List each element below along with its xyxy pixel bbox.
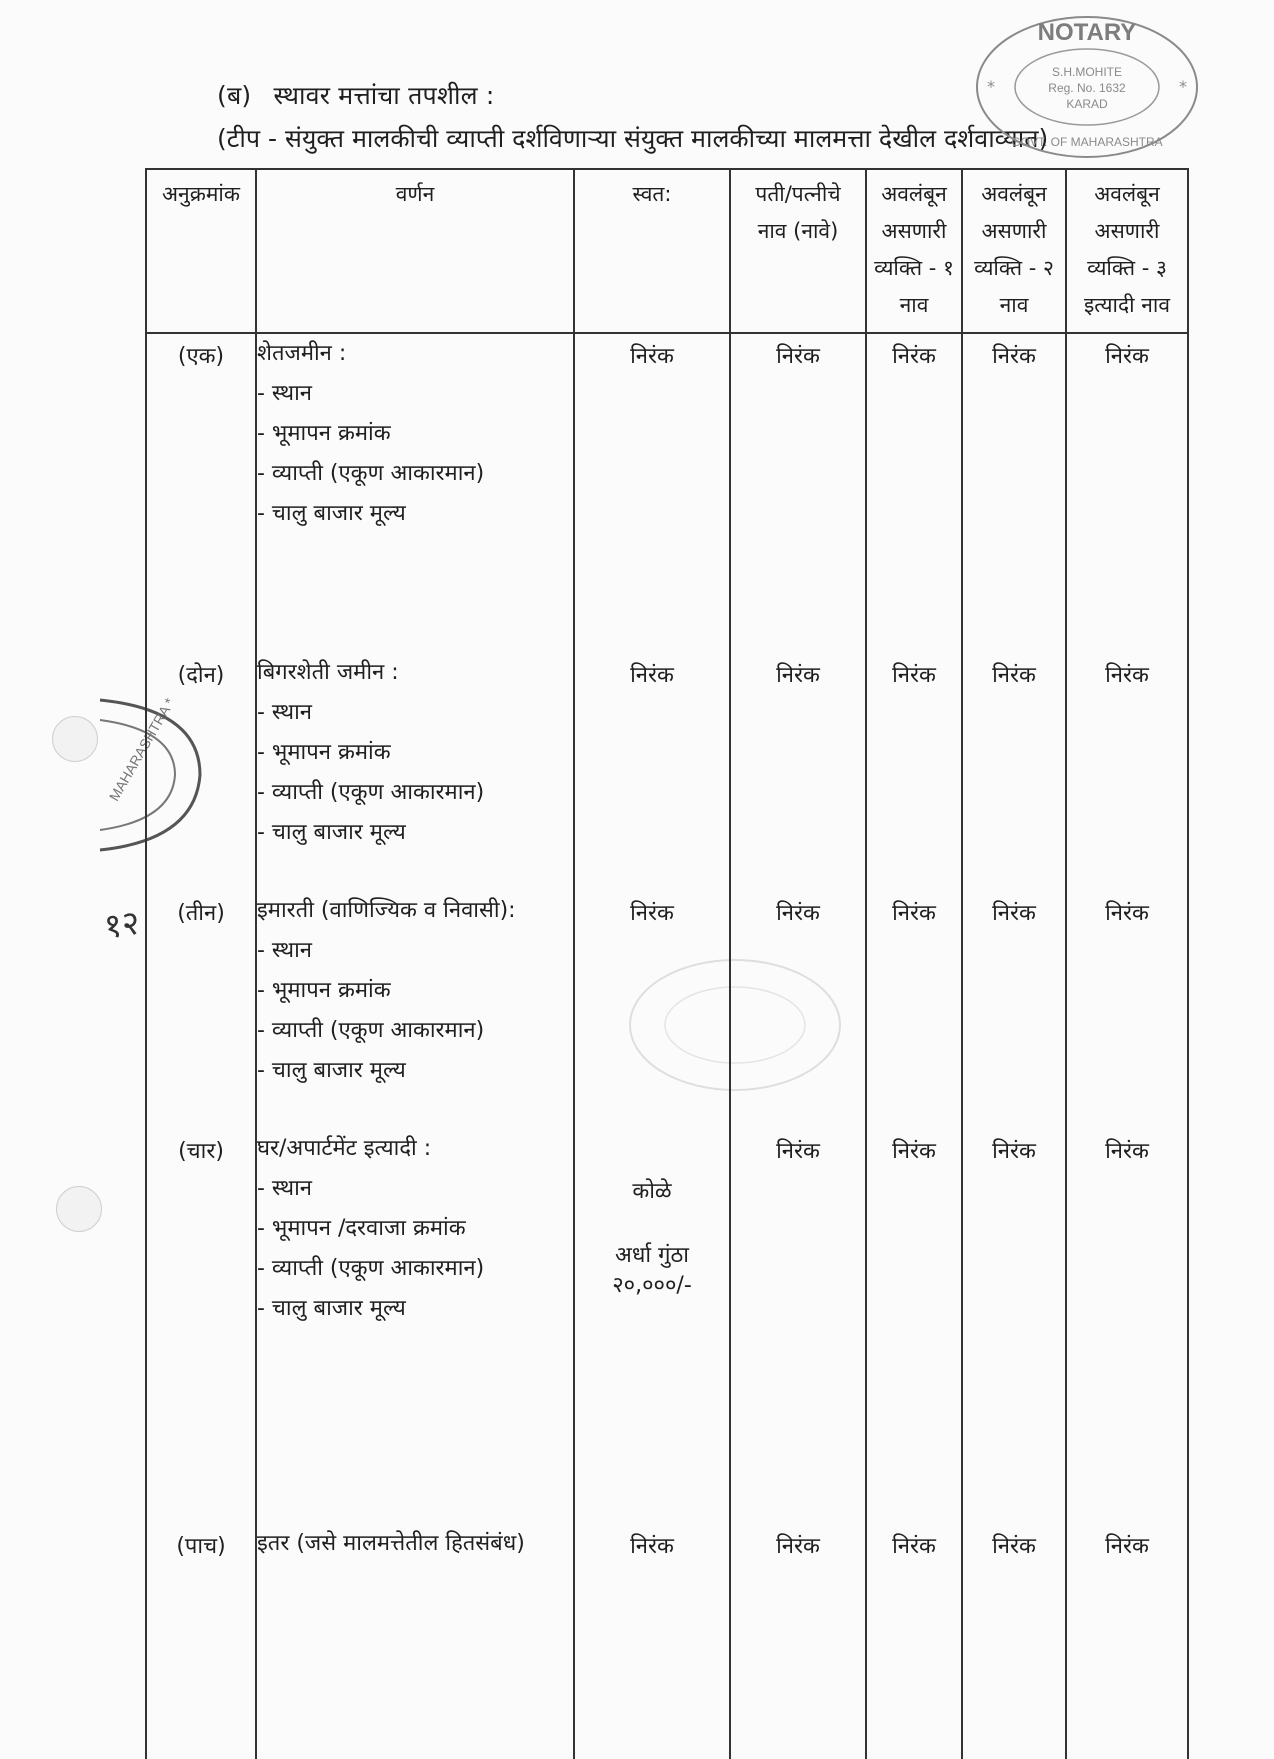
cell-spouse: निरंक: [776, 901, 820, 926]
svg-text:MAHARASHTRA *: MAHARASHTRA *: [105, 695, 178, 804]
cell-dep1: निरंक: [892, 344, 936, 369]
cell-dep3: निरंक: [1105, 901, 1149, 926]
section-label: (ब): [217, 81, 252, 110]
cell-dep3: निरंक: [1105, 1139, 1149, 1164]
cell-dep1: निरंक: [892, 1534, 936, 1559]
cell-dep2: निरंक: [992, 663, 1036, 688]
cell-dep3: निरंक: [1105, 663, 1149, 688]
cell-self: निरंक: [630, 344, 674, 369]
cell-self-area: अर्धा गुंठा: [615, 1243, 689, 1268]
row-serial: (पाच): [176, 1534, 226, 1559]
cell-spouse: निरंक: [776, 1534, 820, 1559]
stamp-govt: GOVT. OF MAHARASHTRA: [1011, 135, 1163, 149]
table-row: [146, 1129, 1188, 1524]
row-item: - चालु बाजार मूल्य: [257, 1296, 406, 1321]
table-row: [146, 653, 1188, 891]
col-dependent-1: अवलंबून असणारी व्यक्ति - १ नाव: [866, 169, 962, 333]
col-dependent-2: अवलंबून असणारी व्यक्ति - २ नाव: [962, 169, 1066, 333]
section-heading: [217, 78, 495, 112]
section-note: (टीप - संयुक्त मालकीची व्याप्ती दर्शविणाऱ्या संयुक्त मालकीच्या मालमत्ता देखील दर्शवाव्यात): [217, 124, 1049, 153]
cell-dep3: निरंक: [1105, 1534, 1149, 1559]
cell-self-value: २०,०००/-: [612, 1273, 692, 1298]
stamp-star-icon: *: [1179, 77, 1187, 96]
col-description: वर्णन: [256, 169, 574, 333]
row-title: इमारती (वाणिज्यिक व निवासी):: [257, 898, 516, 923]
row-item: - स्थान: [257, 381, 313, 406]
row-serial: (एक): [177, 344, 225, 369]
row-item: - स्थान: [257, 938, 313, 963]
table-header-row: [146, 169, 1188, 333]
row-serial: (तीन): [177, 901, 225, 926]
row-item: - चालु बाजार मूल्य: [257, 501, 406, 526]
row-item: - व्याप्ती (एकूण आकारमान): [257, 461, 485, 486]
cell-dep2: निरंक: [992, 344, 1036, 369]
section-title: स्थावर मत्तांचा तपशील :: [273, 81, 495, 110]
row-item: - चालु बाजार मूल्य: [257, 820, 406, 845]
row-title: इतर (जसे मालमत्तेतील हितसंबंध): [257, 1531, 525, 1556]
col-serial: अनुक्रमांक: [146, 169, 256, 333]
cell-dep2: निरंक: [992, 901, 1036, 926]
row-item: - स्थान: [257, 1176, 313, 1201]
row-item: - भूमापन क्रमांक: [257, 978, 391, 1003]
row-item: - भूमापन क्रमांक: [257, 740, 391, 765]
row-item: - भूमापन क्रमांक: [257, 421, 391, 446]
row-serial: (चार): [178, 1139, 224, 1164]
table-row: [146, 891, 1188, 1129]
cell-dep3: निरंक: [1105, 344, 1149, 369]
col-spouse: पती/पत्नीचे नाव (नावे): [730, 169, 866, 333]
stamp-star-icon: *: [987, 77, 995, 96]
cell-dep1: निरंक: [892, 901, 936, 926]
row-title: घर/अपार्टमेंट इत्यादी :: [257, 1136, 432, 1161]
stamp-place: KARAD: [1066, 97, 1108, 111]
row-serial: (दोन): [177, 663, 225, 688]
handwritten-page-number: १२: [101, 902, 143, 948]
immovable-assets-table: [145, 168, 1189, 1759]
cell-self: निरंक: [630, 663, 674, 688]
stamp-reg: Reg. No. 1632: [1048, 81, 1126, 95]
row-item: - व्याप्ती (एकूण आकारमान): [257, 780, 485, 805]
cell-self-location: कोळे: [632, 1179, 672, 1204]
cell-dep1: निरंक: [892, 663, 936, 688]
col-self: स्वत:: [574, 169, 730, 333]
row-item: - चालु बाजार मूल्य: [257, 1058, 406, 1083]
row-title: शेतजमीन :: [257, 341, 347, 366]
notary-stamp: [973, 12, 1201, 162]
table-row: [146, 1524, 1188, 1759]
cell-dep2: निरंक: [992, 1139, 1036, 1164]
col-dependent-3: अवलंबून असणारी व्यक्ति - ३ इत्यादी नाव: [1066, 169, 1188, 333]
cell-spouse: निरंक: [776, 344, 820, 369]
stamp-name: S.H.MOHITE: [1051, 65, 1123, 79]
cell-dep2: निरंक: [992, 1534, 1036, 1559]
cell-spouse: निरंक: [776, 663, 820, 688]
row-item: - व्याप्ती (एकूण आकारमान): [257, 1018, 485, 1043]
punch-hole: [52, 716, 98, 762]
cell-self: निरंक: [630, 901, 674, 926]
cell-dep1: निरंक: [892, 1139, 936, 1164]
row-item: - व्याप्ती (एकूण आकारमान): [257, 1256, 485, 1281]
row-item: - भूमापन /दरवाजा क्रमांक: [257, 1216, 466, 1241]
punch-hole: [56, 1186, 102, 1232]
row-item: - स्थान: [257, 700, 313, 725]
table-row: [146, 333, 1188, 653]
stamp-word: NOTARY: [1037, 19, 1137, 46]
cell-spouse: निरंक: [776, 1139, 820, 1164]
row-title: बिगरशेती जमीन :: [257, 660, 399, 685]
cell-self: निरंक: [630, 1534, 674, 1559]
